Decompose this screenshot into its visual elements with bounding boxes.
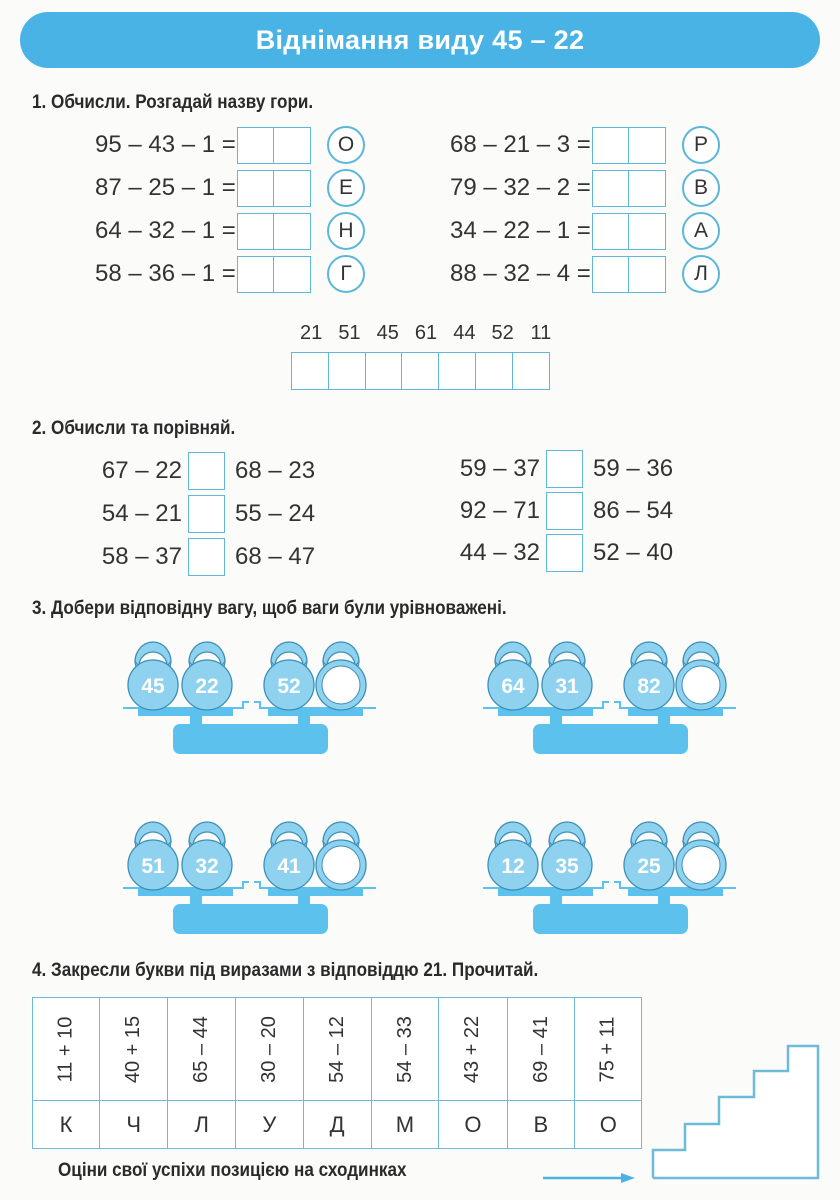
tens-digit-box[interactable] bbox=[592, 127, 629, 164]
page-title: Віднімання виду 45 – 22 bbox=[255, 24, 585, 55]
letter-cell[interactable]: В bbox=[507, 1101, 575, 1149]
empty-weight-answer[interactable] bbox=[682, 846, 720, 884]
equation-text: 79 – 32 – 2 = bbox=[450, 174, 591, 201]
letter-answer-box[interactable] bbox=[512, 352, 550, 390]
comparison-row bbox=[100, 537, 315, 577]
empty-weight-answer[interactable] bbox=[322, 846, 360, 884]
answer-number: 21 bbox=[300, 322, 323, 344]
left-expression: 44 – 32 bbox=[459, 539, 540, 566]
expression-text: 65 – 44 bbox=[190, 1015, 213, 1083]
task1-title: 1. Обчисли. Розгадай назву гори. bbox=[32, 92, 314, 113]
expression-text: 54 – 12 bbox=[325, 1015, 348, 1083]
expression-letter-table bbox=[32, 997, 642, 1149]
tens-digit-box[interactable] bbox=[237, 127, 274, 164]
ones-digit-box[interactable] bbox=[274, 170, 311, 207]
answer-number: 51 bbox=[338, 322, 361, 344]
equation-text: 87 – 25 – 1 = bbox=[95, 174, 236, 201]
comparison-sign-box[interactable] bbox=[546, 492, 583, 530]
letter-cell[interactable]: М bbox=[371, 1101, 439, 1149]
weight-value: 41 bbox=[277, 855, 301, 878]
expression-cell bbox=[371, 998, 439, 1101]
left-expression: 54 – 21 bbox=[101, 500, 182, 527]
right-expression: 59 – 36 bbox=[593, 455, 674, 482]
letter-answer-box[interactable] bbox=[401, 352, 439, 390]
letter-circle: В bbox=[682, 169, 720, 207]
empty-weight-answer[interactable] bbox=[682, 666, 720, 704]
ones-digit-box[interactable] bbox=[629, 127, 666, 164]
letter-answer-box[interactable] bbox=[365, 352, 403, 390]
expression-text: 30 – 20 bbox=[257, 1015, 280, 1083]
arrow-right-icon bbox=[543, 1172, 635, 1184]
equation-text: 95 – 43 – 1 = bbox=[95, 131, 236, 158]
weight-value: 52 bbox=[277, 675, 301, 698]
self-assessment-label: Оціни свої успіхи позицією на сходинках bbox=[58, 1160, 407, 1181]
answer-number: 52 bbox=[491, 322, 514, 344]
tens-digit-box[interactable] bbox=[237, 170, 274, 207]
equation-row bbox=[450, 169, 720, 207]
comparison-sign-box[interactable] bbox=[546, 534, 583, 572]
equation-row bbox=[95, 169, 365, 207]
balance-scale bbox=[478, 812, 738, 942]
comparison-sign-box[interactable] bbox=[188, 495, 225, 533]
balance-scale bbox=[478, 632, 738, 762]
comparison-row bbox=[100, 451, 315, 491]
comparison-sign-box[interactable] bbox=[546, 450, 583, 488]
tens-digit-box[interactable] bbox=[592, 170, 629, 207]
task2-title: 2. Обчисли та порівняй. bbox=[32, 418, 236, 439]
balance-scale bbox=[118, 812, 378, 942]
expression-text: 40 + 15 bbox=[122, 1015, 145, 1083]
tens-digit-box[interactable] bbox=[237, 213, 274, 250]
letter-circle: Г bbox=[327, 255, 365, 293]
expression-text: 43 + 22 bbox=[461, 1015, 484, 1083]
expression-cell bbox=[168, 998, 236, 1101]
right-expression: 68 – 23 bbox=[235, 457, 316, 484]
equation-text: 34 – 22 – 1 = bbox=[450, 217, 591, 244]
tens-digit-box[interactable] bbox=[237, 256, 274, 293]
expression-text: 69 – 41 bbox=[529, 1015, 552, 1083]
expression-cell bbox=[100, 998, 168, 1101]
equation-text: 64 – 32 – 1 = bbox=[95, 217, 236, 244]
expression-cell bbox=[236, 998, 304, 1101]
expression-text: 75 + 11 bbox=[596, 1016, 619, 1082]
answer-number: 61 bbox=[414, 322, 438, 344]
balance-scale bbox=[118, 632, 378, 762]
letter-cell[interactable]: О bbox=[439, 1101, 507, 1149]
answer-number: 11 bbox=[530, 322, 552, 344]
equation-text: 58 – 36 – 1 = bbox=[95, 260, 236, 287]
letter-cell[interactable]: К bbox=[33, 1101, 100, 1149]
letter-circle: Е bbox=[327, 169, 365, 207]
letter-cell[interactable]: Ч bbox=[100, 1101, 168, 1149]
letter-cell[interactable]: Д bbox=[303, 1101, 371, 1149]
left-expression: 67 – 22 bbox=[101, 457, 182, 484]
answer-number-row bbox=[292, 322, 560, 345]
letter-cell[interactable]: Л bbox=[168, 1101, 236, 1149]
title-banner bbox=[20, 12, 820, 68]
comparison-row bbox=[458, 533, 673, 573]
comparison-row bbox=[458, 449, 673, 489]
tens-digit-box[interactable] bbox=[592, 256, 629, 293]
equation-row bbox=[450, 126, 720, 164]
expression-cell bbox=[439, 998, 507, 1101]
ones-digit-box[interactable] bbox=[629, 256, 666, 293]
weight-value: 12 bbox=[501, 855, 525, 878]
letter-answer-box[interactable] bbox=[328, 352, 366, 390]
expression-text: 54 – 33 bbox=[393, 1015, 416, 1083]
weight-value: 45 bbox=[141, 675, 165, 698]
equation-row bbox=[450, 212, 720, 250]
right-expression: 68 – 47 bbox=[235, 543, 316, 570]
equation-text: 88 – 32 – 4 = bbox=[450, 260, 591, 287]
letter-answer-box[interactable] bbox=[438, 352, 476, 390]
letter-circle: Л bbox=[682, 255, 720, 293]
expression-cell bbox=[575, 998, 642, 1101]
right-expression: 52 – 40 bbox=[593, 539, 674, 566]
mountain-name-answer-boxes bbox=[291, 352, 550, 390]
comparison-row bbox=[458, 491, 673, 531]
equation-row bbox=[95, 255, 365, 293]
ones-digit-box[interactable] bbox=[274, 127, 311, 164]
letter-answer-box[interactable] bbox=[291, 352, 329, 390]
tens-digit-box[interactable] bbox=[592, 213, 629, 250]
comparison-row bbox=[100, 494, 315, 534]
equation-row bbox=[95, 126, 365, 164]
expression-cell bbox=[33, 998, 100, 1101]
weight-value: 25 bbox=[637, 855, 661, 878]
expression-cell bbox=[303, 998, 371, 1101]
equation-text: 68 – 21 – 3 = bbox=[450, 131, 591, 158]
left-expression: 59 – 37 bbox=[459, 455, 540, 482]
weight-value: 35 bbox=[555, 855, 579, 878]
letter-answer-box[interactable] bbox=[475, 352, 513, 390]
letter-circle: А bbox=[682, 212, 720, 250]
ones-digit-box[interactable] bbox=[274, 213, 311, 250]
comparison-sign-box[interactable] bbox=[188, 452, 225, 490]
comparison-sign-box[interactable] bbox=[188, 538, 225, 576]
ones-digit-box[interactable] bbox=[274, 256, 311, 293]
left-expression: 92 – 71 bbox=[459, 497, 540, 524]
answer-number: 45 bbox=[376, 322, 399, 344]
letter-circle: О bbox=[327, 126, 365, 164]
ones-digit-box[interactable] bbox=[629, 213, 666, 250]
task4-title: 4. Закресли букви під виразами з відповіддю 21. Прочитай. bbox=[32, 960, 539, 981]
equation-row bbox=[95, 212, 365, 250]
letter-cell[interactable]: У bbox=[236, 1101, 304, 1149]
equation-row bbox=[450, 255, 720, 293]
weight-value: 22 bbox=[195, 675, 219, 698]
weight-value: 31 bbox=[555, 675, 579, 698]
task3-title: 3. Добери відповідну вагу, щоб ваги були урівноважені. bbox=[32, 598, 507, 619]
letter-circle: Н bbox=[327, 212, 365, 250]
letter-cell[interactable]: О bbox=[575, 1101, 642, 1149]
right-expression: 86 – 54 bbox=[593, 497, 674, 524]
weight-value: 32 bbox=[195, 855, 219, 878]
ones-digit-box[interactable] bbox=[629, 170, 666, 207]
empty-weight-answer[interactable] bbox=[322, 666, 360, 704]
weight-value: 64 bbox=[501, 675, 525, 698]
answer-number: 44 bbox=[453, 322, 476, 344]
letter-circle: Р bbox=[682, 126, 720, 164]
weight-value: 82 bbox=[637, 675, 661, 698]
self-assessment-stairs[interactable] bbox=[650, 1042, 822, 1182]
weight-value: 51 bbox=[141, 855, 165, 878]
expression-text: 11 + 10 bbox=[54, 1016, 77, 1082]
left-expression: 58 – 37 bbox=[101, 543, 182, 570]
right-expression: 55 – 24 bbox=[235, 500, 316, 527]
expression-cell bbox=[507, 998, 575, 1101]
